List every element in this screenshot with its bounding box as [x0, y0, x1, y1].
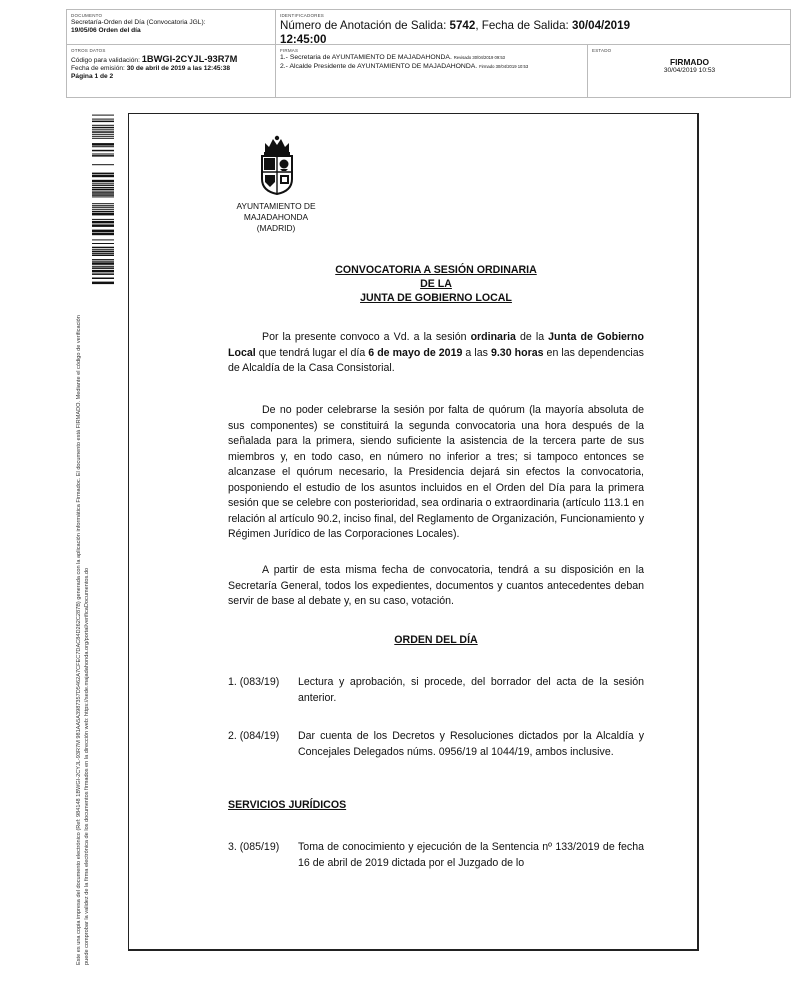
ayuntamiento-line1: AYUNTAMIENTO DE [236, 201, 316, 211]
firma-1-text: 1.- Secretaria de AYUNTAMIENTO DE MAJADAHONDA. [280, 54, 452, 61]
agenda-item [228, 675, 644, 709]
fecha-prefix: , Fecha de Salida: [475, 19, 572, 32]
firma-1-meta: Revisado 30/04/2019 09:53 [453, 55, 505, 60]
documento-line1: Secretaría-Orden del Día (Convocatoria JGL): [71, 19, 206, 26]
p1-bold-ordinaria: ordinaria [470, 331, 516, 343]
otros-datos-cell [67, 45, 276, 98]
firma-2 [280, 63, 583, 72]
estado-cell [588, 45, 791, 98]
estado-value: FIRMADO [669, 57, 710, 67]
estado-label: ESTADO [592, 48, 612, 53]
firma-2-meta: Firmado 30/04/2019 10:53 [479, 63, 529, 69]
side-text-line2: puede comprobar la validez de la firma electrónica de los documentos firmados en la dirección web: https://sede.majadahonda.org/portal/verificaDocumentos.do [83, 567, 90, 965]
verification-side-text [76, 85, 91, 965]
agenda-item-number: 3. (085/19) [228, 841, 280, 853]
anotacion-line [280, 19, 787, 33]
fecha-salida: 30/04/2019 [572, 19, 631, 32]
title-line3: JUNTA DE GOBIERNO LOCAL [360, 292, 512, 304]
p1-text5: en las dependencias de Alcaldía de la Casa Consistorial. [228, 346, 644, 374]
emision-label: Fecha de emisión: [71, 65, 127, 72]
paragraph-quorum [228, 403, 644, 543]
identificadores-cell [276, 10, 791, 45]
anotacion-numero: 5742 [449, 19, 476, 32]
anotacion-prefix: Número de Anotación de Salida: [280, 19, 450, 32]
p1-bold-fecha: 6 de mayo de 2019 [368, 346, 463, 359]
firma-2-text: 2.- Alcalde Presidente de AYUNTAMIENTO DE MAJADAHONDA. [280, 62, 478, 70]
barcode-icon [92, 113, 114, 286]
agenda-item-text: Toma de conocimiento y ejecución de la Sentencia nº 133/2019 de fecha 16 de abril de 2019 dictada por el Juzgado de lo [298, 841, 644, 869]
paragraph-disposicion [228, 563, 644, 610]
ayuntamiento-block [216, 201, 336, 234]
estado-date: 30/04/2019 10:53 [663, 67, 716, 74]
title-line1: CONVOCATORIA A SESIÓN ORDINARIA [335, 264, 537, 276]
hora-salida: 12:45:00 [280, 32, 327, 45]
p1-text3: que tendrá lugar el día [255, 346, 369, 359]
firmas-label: FIRMAS [280, 48, 299, 53]
p3-text: A partir de esta misma fecha de convocatoria, tendrá a su disposición en la Secretaría General, todos los expedientes, documentos y cuantos antecedentes deban servir de base al debate y, en su caso, votación. [228, 564, 644, 607]
ayuntamiento-line2: MAJADAHONDA [243, 212, 309, 222]
agenda-item [228, 840, 644, 874]
documento-label: DOCUMENTO [71, 13, 103, 18]
title-line2: DE LA [420, 278, 452, 290]
paragraph-convocatoria [228, 330, 644, 377]
otros-datos-label: OTROS DATOS [71, 48, 106, 53]
p2-text: De no poder celebrarse la sesión por falta de quórum (la mayoría absoluta de sus componentes) se constituirá la segunda convocatoria una hora después de la señalada para la primera, siendo suficiente la asistencia de la tercera parte de sus miembros y, en todo caso, en número no inferior a tres; si tampoco entonces se alcanzase el quórum necesario, la Presidencia dejará sin efectos la convocatoria, posponiendo el estudio de los asuntos incluidos en el Orden del Día para la primera sesión que se celebre con posterioridad, sea ordinaria o extraordinaria (artículo 113.1 en relación al artículo 90.2, inciso final, del Reglamento de Organización, Funcionamiento y Régimen Jurídico de las Corporaciones Locales). [228, 404, 644, 540]
coat-of-arms-icon [256, 135, 298, 195]
agenda-item-text: Lectura y aprobación, si procede, del borrador del acta de la sesión anterior. [298, 676, 644, 704]
servicios-juridicos-heading: SERVICIOS JURÍDICOS [228, 799, 347, 811]
fecha-emision: 30 de abril de 2019 a las 12:45:38 [126, 65, 231, 72]
identificadores-label: IDENTIFICADORES [280, 13, 325, 18]
p1-text4: a las [462, 346, 491, 359]
documento-cell [67, 10, 276, 45]
document-header [66, 9, 791, 98]
side-text-line1: Este es una copia impresa del documento electrónico (Ref: 984148 1BWGI-2CYJL-93R7M 981AA5A3987357D5462A7CFEC7DAC84D262C287B) generada con la aplicación informática Firmadoc. El documento está FIRMADO. Mediante el código de verificación [76, 315, 82, 965]
orden-del-dia-heading: ORDEN DEL DÍA [394, 634, 478, 646]
agenda-item-number: 1. (083/19) [228, 676, 280, 688]
p1-bold-junta: Junta de Gobierno Local [228, 331, 644, 359]
firma-1 [280, 54, 583, 63]
codigo-validacion[interactable]: 1BWGI-2CYJL-93R7M [141, 54, 238, 64]
firmas-cell [276, 45, 588, 98]
agenda-item-text: Dar cuenta de los Decretos y Resoluciones dictados por la Alcaldía y Concejales Delegados núms. 0956/19 al 1044/19, ambos inclusive. [298, 730, 644, 758]
p1-bold-hora: 9.30 horas [490, 346, 544, 359]
pagina-indicador: Página 1 de 2 [71, 73, 114, 80]
codigo-label: Código para validación: [71, 57, 142, 64]
documento-line2: 19/05/06 Orden del día [71, 27, 141, 34]
document-title [228, 263, 644, 305]
ayuntamiento-line3: (MADRID) [256, 223, 296, 233]
agenda-item [228, 729, 644, 777]
agenda-item-number: 2. (084/19) [228, 730, 280, 742]
p1-text2: de la [515, 331, 549, 343]
p1-text1: Por la presente convoco a Vd. a la sesión [262, 331, 471, 343]
